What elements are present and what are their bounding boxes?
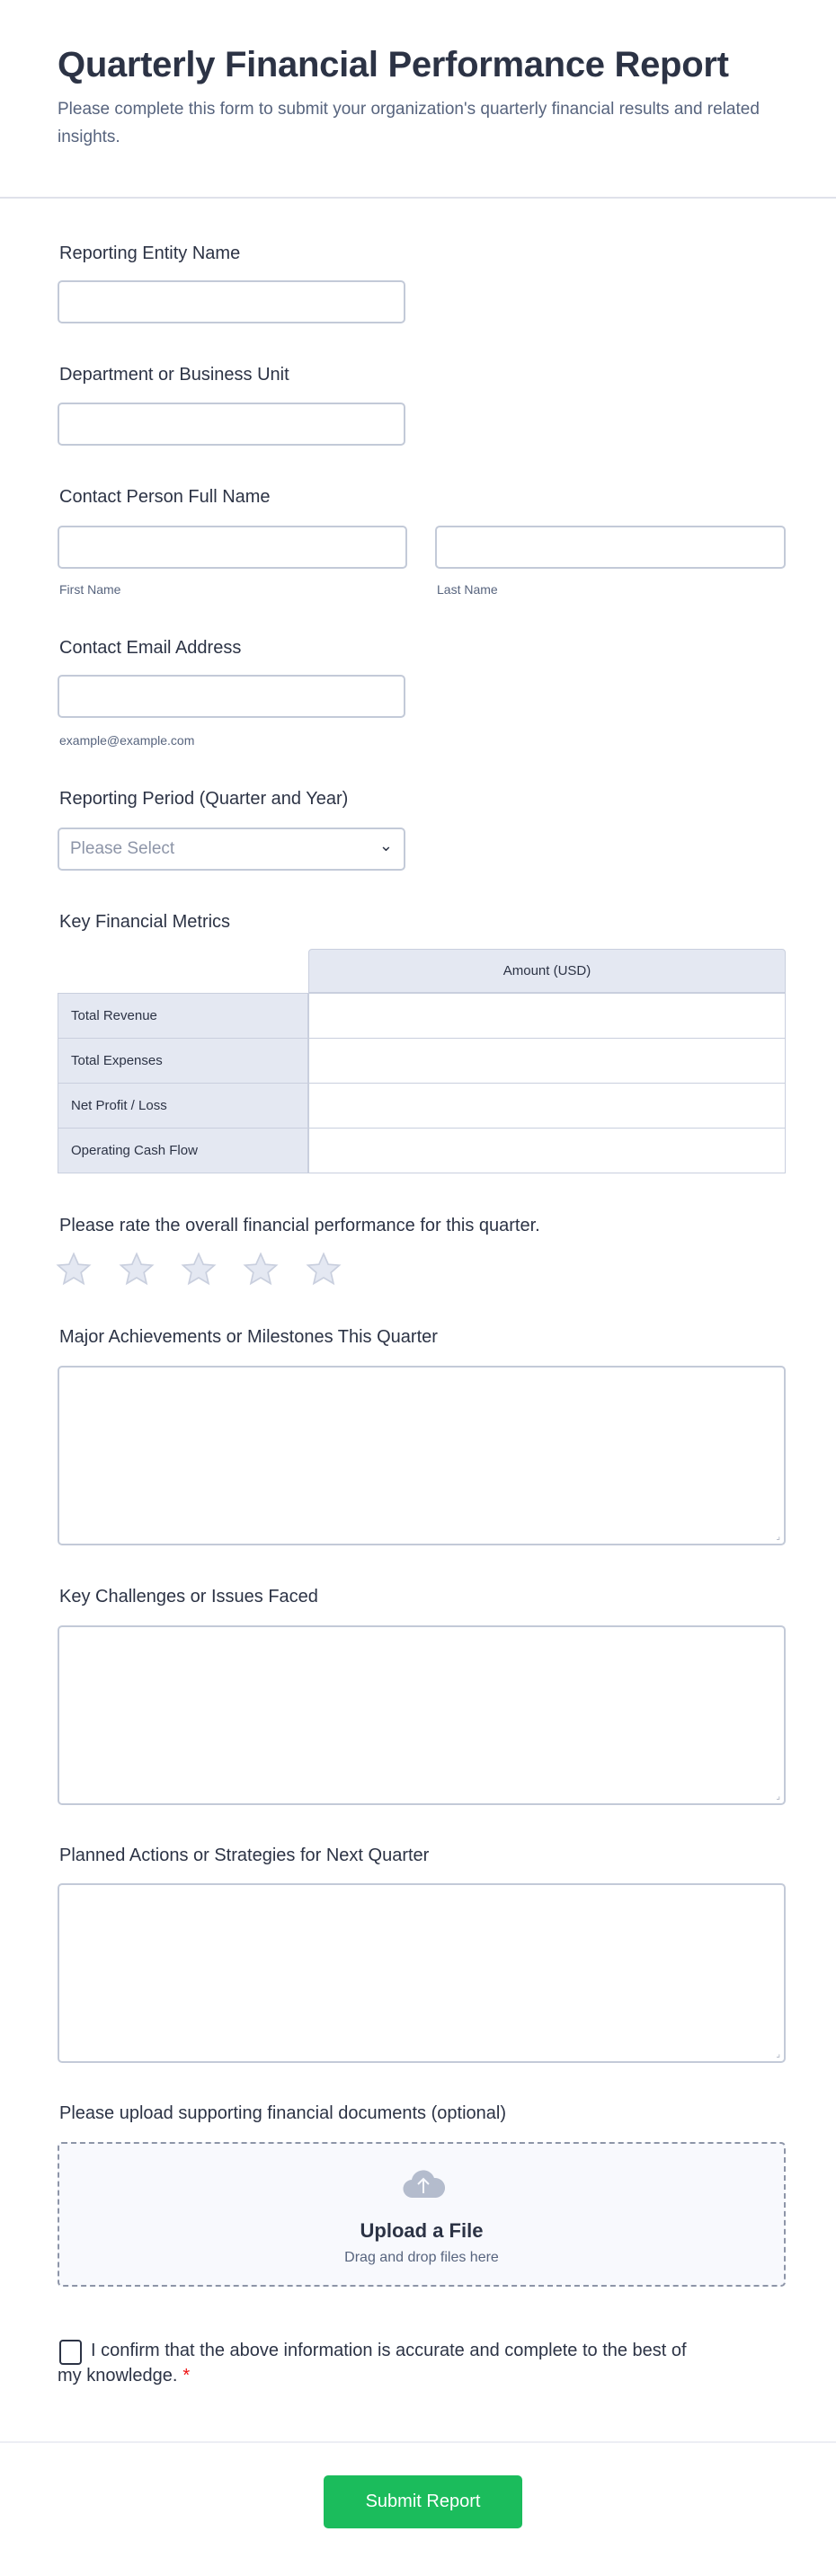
row-label: Total Revenue: [58, 993, 308, 1039]
star-icon[interactable]: [119, 1252, 155, 1288]
upload-hint: Drag and drop files here: [344, 2250, 499, 2265]
confirm-text: I confirm that the above information is accurate and complete to the best of my knowledge.: [58, 2341, 687, 2386]
contact-label: Contact Person Full Name: [59, 487, 271, 507]
total-revenue-input[interactable]: [308, 993, 786, 1039]
department-label: Department or Business Unit: [59, 365, 289, 385]
email-label: Contact Email Address: [59, 638, 242, 658]
row-label: Net Profit / Loss: [58, 1083, 308, 1129]
plans-textarea[interactable]: [58, 1883, 786, 2063]
resize-handle-icon[interactable]: ⌟: [776, 2049, 780, 2059]
achievements-textarea[interactable]: [58, 1366, 786, 1545]
table-row: [58, 1128, 786, 1173]
chevron-down-icon: ⌄: [378, 837, 393, 854]
header-divider: [0, 197, 836, 199]
period-select[interactable]: [58, 828, 405, 871]
entity-input[interactable]: [58, 280, 405, 323]
first-name-input[interactable]: [58, 526, 407, 569]
metrics-label: Key Financial Metrics: [59, 912, 231, 932]
file-upload-dropzone[interactable]: [58, 2142, 786, 2287]
page-title: Quarterly Financial Performance Report: [58, 45, 729, 84]
entity-label: Reporting Entity Name: [59, 243, 241, 263]
email-sublabel: example@example.com: [59, 733, 195, 748]
table-row: [58, 993, 786, 1039]
required-asterisk: *: [182, 2366, 191, 2386]
star-icon[interactable]: [181, 1252, 217, 1288]
net-profit-input[interactable]: [308, 1083, 786, 1129]
challenges-label: Key Challenges or Issues Faced: [59, 1587, 318, 1607]
footer-divider: [0, 2441, 836, 2443]
metrics-column-header: Amount (USD): [308, 949, 786, 993]
achievements-label: Major Achievements or Milestones This Quarter: [59, 1327, 438, 1347]
row-label: Total Expenses: [58, 1038, 308, 1084]
last-name-sublabel: Last Name: [437, 582, 498, 597]
operating-cash-flow-input[interactable]: [308, 1128, 786, 1173]
first-name-sublabel: First Name: [59, 582, 121, 597]
star-icon[interactable]: [306, 1252, 342, 1288]
star-icon[interactable]: [243, 1252, 279, 1288]
total-expenses-input[interactable]: [308, 1038, 786, 1084]
challenges-textarea[interactable]: [58, 1625, 786, 1805]
resize-handle-icon[interactable]: ⌟: [776, 1792, 780, 1801]
department-input[interactable]: [58, 403, 405, 446]
table-row: [58, 1083, 786, 1129]
period-label: Reporting Period (Quarter and Year): [59, 789, 349, 809]
table-row: [58, 1038, 786, 1084]
resize-handle-icon[interactable]: ⌟: [776, 1532, 780, 1542]
period-selected: Please Select: [70, 839, 175, 858]
last-name-input[interactable]: [435, 526, 786, 569]
rating-label: Please rate the overall financial performance for this quarter.: [59, 1216, 540, 1235]
confirm-label: [58, 2338, 687, 2388]
submit-button[interactable]: Submit Report: [324, 2475, 522, 2528]
cloud-upload-icon: [402, 2167, 445, 2200]
page-subtitle: Please complete this form to submit your organization's quarterly financial results and related insights.: [58, 100, 760, 146]
upload-label: Please upload supporting financial documents (optional): [59, 2103, 506, 2123]
email-input[interactable]: [58, 675, 405, 718]
plans-label: Planned Actions or Strategies for Next Quarter: [59, 1846, 430, 1865]
star-icon[interactable]: [56, 1252, 92, 1288]
upload-title: Upload a File: [360, 2219, 484, 2242]
row-label: Operating Cash Flow: [58, 1128, 308, 1173]
